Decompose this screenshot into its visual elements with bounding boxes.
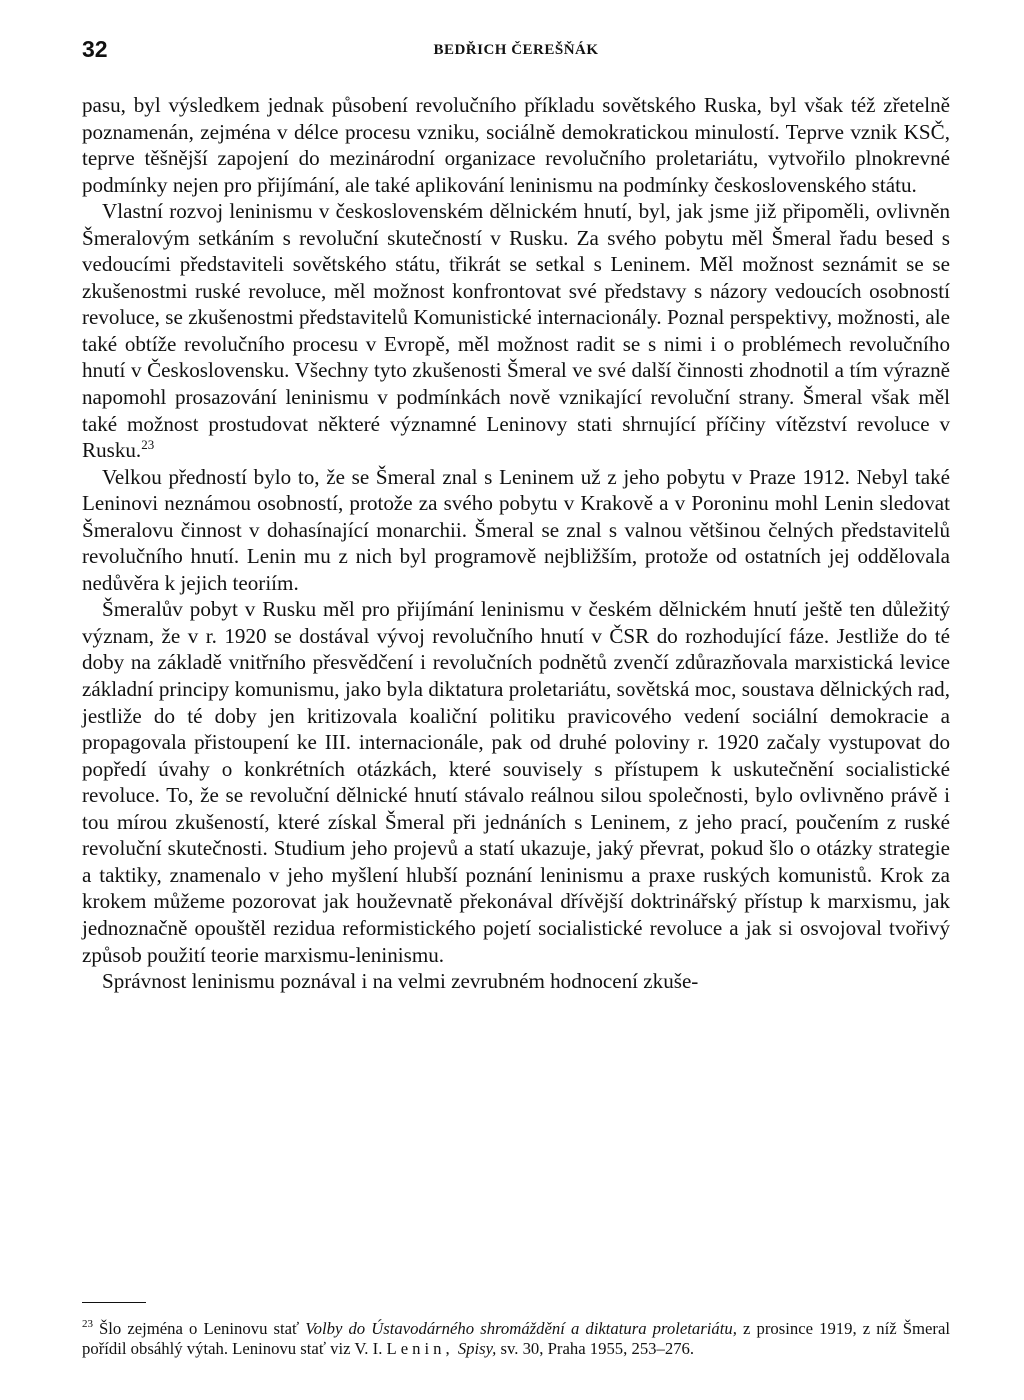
footnote-reference: 23 — [141, 437, 155, 453]
footnotes — [82, 1319, 950, 1359]
body-text — [82, 92, 950, 995]
paragraph-4 — [82, 596, 950, 968]
footnote-text-3: sv. 30, Praha 1955, 253–276. — [500, 1339, 695, 1358]
paragraph-2-text: Vlastní rozvoj leninismu v československém dělnickém hnutí, byl, jak jsme již připoměli, ovlivněn Šmeralovým setkáním s revoluční skutečností v Rusku. Za svého pobytu měl Šmeral řadu besed s vedoucími představiteli sovětského státu, třikrát se setkal s Leninem. Měl možnost seznámit se se zkušenostmi ruské revoluce, měl možnost konfrontovat své představy s názory vedoucích osobností revoluce, se zkušenostmi představitelů Komunistické internacionály. Poznal perspektivy, možnosti, ale také obtíže revolučního procesu v Evropě, měl možnost radit se s nimi i o problémech revolučního hnutí v Československu. Všechny tyto zkušenosti Šmeral ve své další činnosti zhodnotil a tím výrazně napomohl prosazování leninismu v podmínkách nově vznikající revoluční strany. Šmeral však měl také možnost prostudovat některé významné Leninovy stati shrnující příčiny vítězství revoluce v Rusku. — [82, 199, 950, 463]
footnote-text-1: Šlo zejména o Leninovu stať — [99, 1319, 300, 1338]
page-header — [82, 36, 950, 66]
paragraph-1 — [82, 92, 950, 198]
running-head: BEDŘICH ČEREŠŇÁK — [433, 42, 599, 58]
footnote-mark: 23 — [82, 1318, 93, 1331]
paragraph-4-text: Šmeralův pobyt v Rusku měl pro přijímání leninismu v českém dělnickém hnutí ještě ten důležitý význam, že v r. 1920 se dostával vývoj revolučního hnutí v ČSR do rozhodující fáze. Jestliže do té doby na základě vnitřního přesvědčení i revolučních podnětů zvenčí zdůrazňovala marxistická levice základní principy komunismu, jako byla diktatura proletariátu, sovětská moc, soustava dělnických rad, jestliže do té doby jen kritizovala koaliční politiku pravicového vedení sociální demokracie a propagovala přistoupení ke III. internacionále, pak od druhé poloviny r. 1920 začaly vystupovat do popředí úvahy o konkrétních otázkách, které souvisely s přístupem k uskutečnění socialistické revoluce. To, že se revoluční dělnické hnutí stávalo reálnou silou společnosti, bylo ovlivněno právě i tou mírou zkušeností, které získal Šmeral při jednáních s Leninem, z jeho prací, poučením z ruské revoluční skutečnosti. Studium jeho projevů a statí ukazuje, jaký převrat, pokud šlo o otázky strategie a taktiky, znamenalo v jeho myšlení hlubší poznání leninismu a praxe ruských komunistů. Krok za krokem můžeme pozorovat jak houževnatě překonával dřívější doktrinářský přístup k marxismu, jak jednoznačně opouštěl rezidua reformistického pojetí socialistické revoluce a jak si osvojoval tvořivý způsob použití teorie marxismu-leninismu. — [82, 597, 950, 967]
paragraph-5-text: Správnost leninismu poznával i na velmi zevrubném hodnocení zkuše- — [102, 969, 699, 994]
paragraph-3-text: Velkou předností bylo to, že se Šmeral znal s Leninem už z jeho pobytu v Praze 1912. Nebyl také Leninovi neznámou osobností, protože za svého pobytu v Krakově a v Poroninu mohl Lenin sledovat Šmeralovu činnost v dohasínající monarchii. Šmeral se znal s valnou většinou čelných představitelů revolučního hnutí. Lenin mu z nich byl programově nejbližším, protože od ostatních jej oddělovala nedůvěra k jejich teoriím. — [82, 464, 950, 595]
footnote-text-2: z prosince 1919, z níž Šmeral pořídil obsáhlý výtah. Leninovu stať viz V. I. — [82, 1319, 950, 1358]
paragraph-3 — [82, 464, 950, 597]
footnote-title-italic: Volby do Ústavodárného shromáždění a diktatura proletariátu, — [305, 1319, 737, 1338]
footnote-author: Lenin, — [386, 1339, 454, 1358]
paragraph-5 — [82, 968, 950, 995]
page-number: 32 — [82, 36, 108, 62]
footnote-divider — [82, 1302, 146, 1303]
footnote-work-italic: Spisy, — [457, 1339, 497, 1358]
paragraph-1-text: pasu, byl výsledkem jednak působení revolučního příkladu sovětského Ruska, byl však též zřetelně poznamenán, zejména v délce procesu vzniku, sociálně demokratickou minulostí. Teprve vznik KSČ, teprve těšnější zapojení do mezinárodní organizace revolučního proletariátu, vytvořilo plnokrevné podmínky nejen pro přijímání, ale také aplikování leninismu na podmínky československého státu. — [82, 93, 950, 197]
paragraph-2 — [82, 198, 950, 463]
